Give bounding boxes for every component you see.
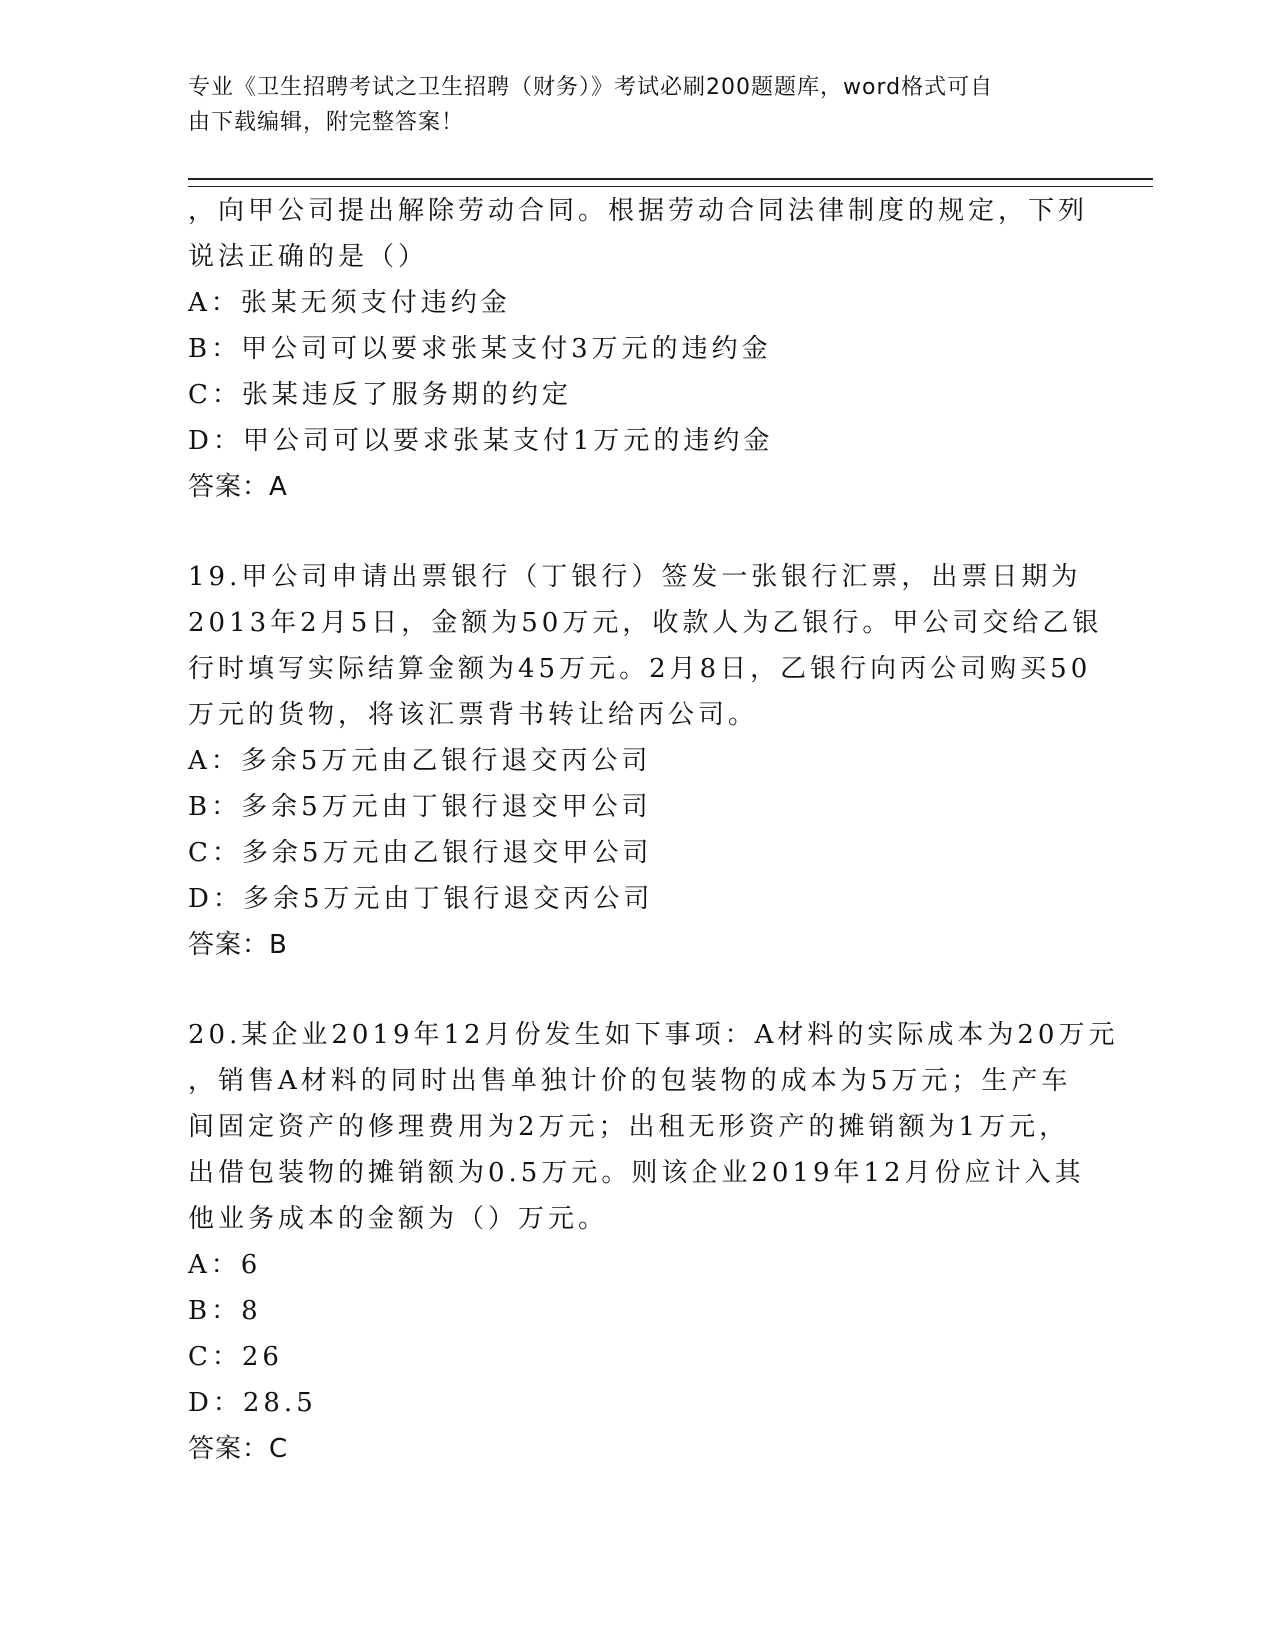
question-19: [188, 554, 1103, 968]
header-divider: [188, 178, 1153, 187]
option-d: D：多余5万元由丁银行退交丙公司: [188, 884, 654, 914]
question-text-line: 出借包装物的摊销额为0.5万元。则该企业2019年12月份应计入其: [188, 1158, 1085, 1188]
question-text-line: ，向甲公司提出解除劳动合同。根据劳动合同法律制度的规定，下列: [188, 196, 1089, 226]
question-text-line: 20.某企业2019年12月份发生如下事项：A材料的实际成本为20万元: [188, 1020, 1119, 1050]
question-text-line: 说法正确的是（）: [188, 242, 429, 272]
question-text-line: 行时填写实际结算金额为45万元。2月8日，乙银行向丙公司购买50: [188, 654, 1092, 684]
option-b: B：甲公司可以要求张某支付3万元的违约金: [188, 334, 772, 364]
question-text-line: 万元的货物，将该汇票背书转让给丙公司。: [188, 700, 759, 730]
question-text-line: ，销售A材料的同时出售单独计价的包装物的成本为5万元；生产车: [188, 1066, 1072, 1096]
question-text-line: 间固定资产的修理费用为2万元；出租无形资产的摊销额为1万元，: [188, 1112, 1070, 1142]
spacer: [188, 510, 1088, 554]
option-d: D：28.5: [188, 1388, 317, 1418]
question-text-line: 2013年2月5日，金额为50万元，收款人为乙银行。甲公司交给乙银: [188, 608, 1103, 638]
option-b: B：8: [188, 1296, 262, 1326]
option-a: A：张某无须支付违约金: [188, 288, 511, 318]
header-line-1: 专业《卫生招聘考试之卫生招聘（财务）》考试必刷200题题库，word格式可自: [188, 75, 994, 100]
option-c: C：张某违反了服务期的约定: [188, 380, 572, 410]
question-18: [188, 188, 1088, 510]
option-a: A：6: [188, 1250, 262, 1280]
spacer: [188, 968, 1088, 1012]
option-d: D：甲公司可以要求张某支付1万元的违约金: [188, 426, 774, 456]
option-a: A：多余5万元由乙银行退交丙公司: [188, 746, 652, 776]
question-text-line: 19.甲公司申请出票银行（丁银行）签发一张银行汇票，出票日期为: [188, 562, 1082, 592]
header-line-2: 由下载编辑，附完整答案！: [188, 110, 465, 135]
option-b: B：多余5万元由丁银行退交甲公司: [188, 792, 652, 822]
document-header: [188, 70, 1068, 140]
option-c: C：26: [188, 1342, 283, 1372]
question-text-line: 他业务成本的金额为（）万元。: [188, 1204, 609, 1234]
question-20: [188, 1012, 1119, 1472]
answer-line: 答案：B: [188, 930, 288, 960]
option-c: C：多余5万元由乙银行退交甲公司: [188, 838, 653, 868]
answer-line: 答案：A: [188, 472, 288, 502]
answer-line: 答案：C: [188, 1434, 289, 1464]
questions-body: [188, 188, 1119, 1472]
